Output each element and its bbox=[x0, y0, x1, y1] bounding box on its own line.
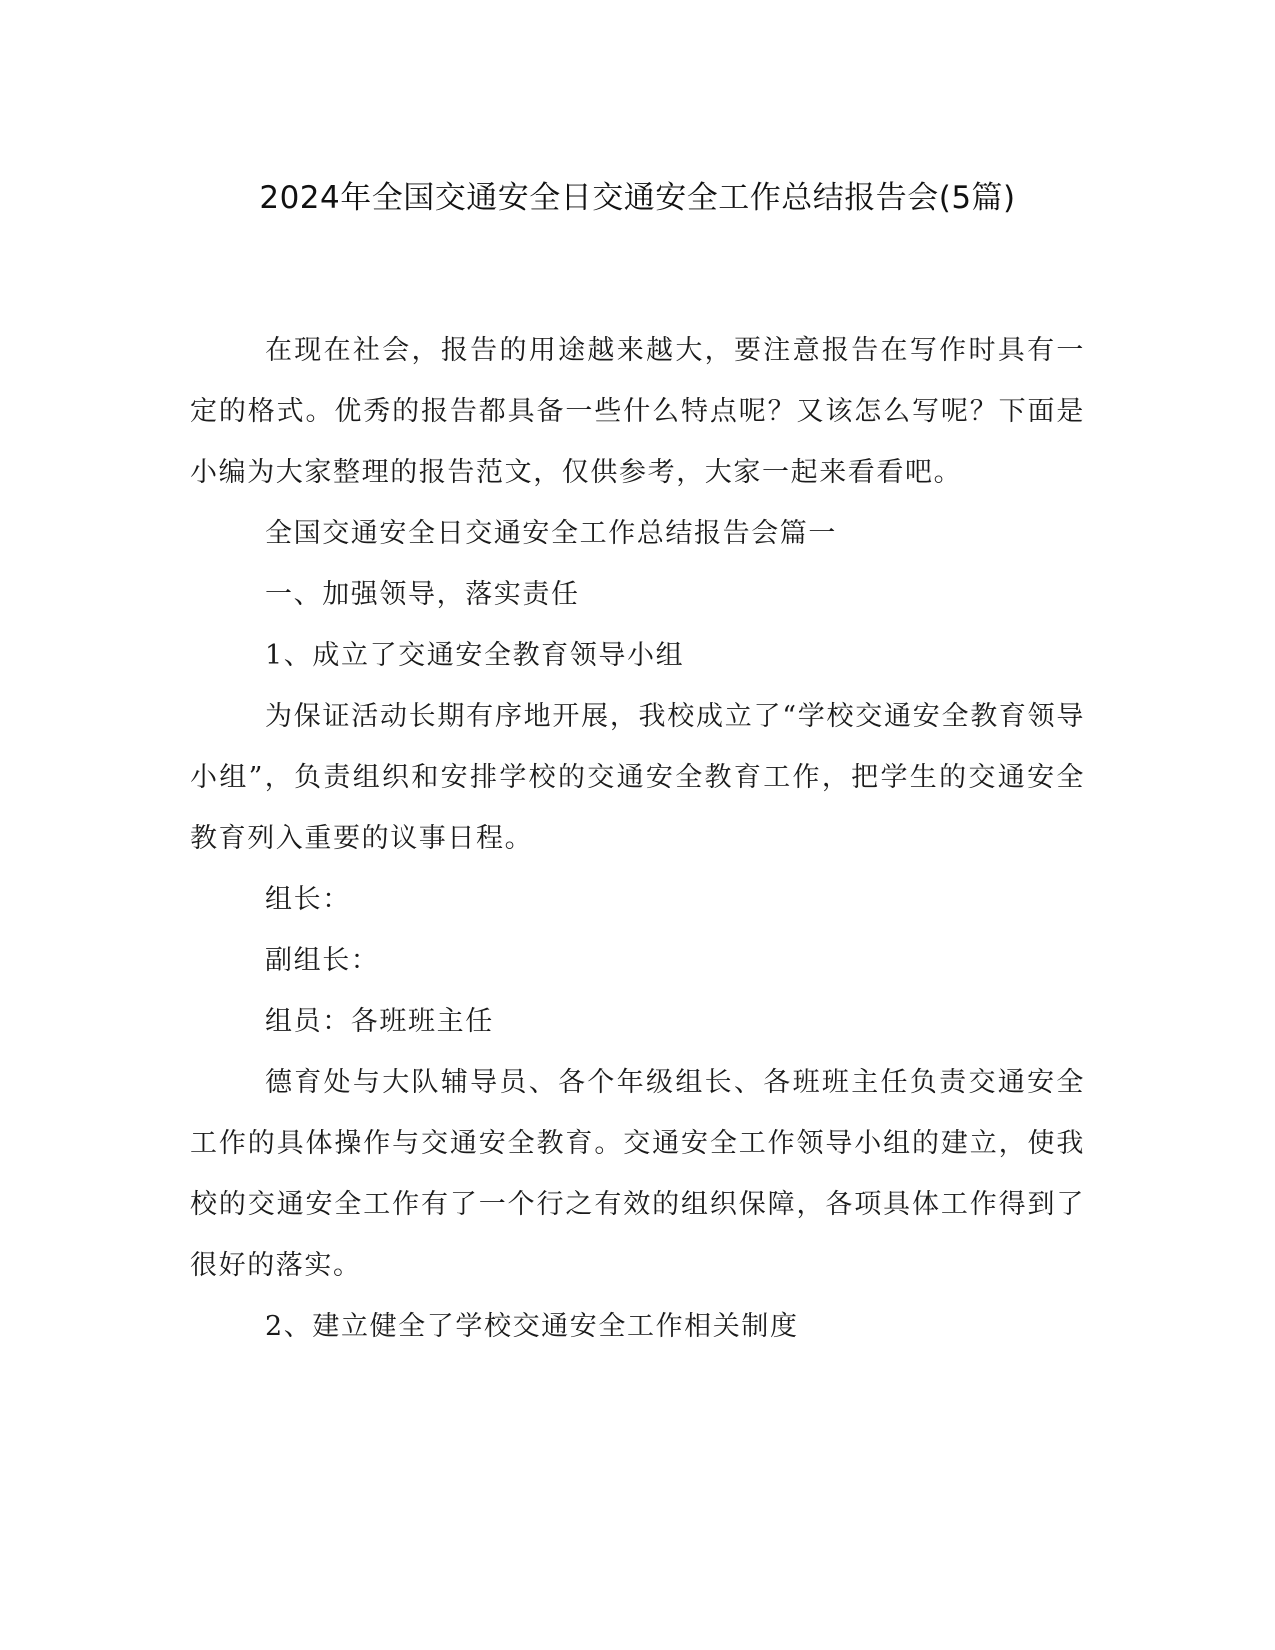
item-heading-2: 2、建立健全了学校交通安全工作相关制度 bbox=[265, 1311, 799, 1342]
body-paragraph: 德育处与大队辅导员、各个年级组长、各班班主任负责交通安全工作的具体操作与交通安全教育。交通安全工作领导小组的建立，使我校的交通安全工作有了一个行之有效的组织保障，各项具体工作得到了很好的落实。 bbox=[190, 1067, 1085, 1281]
document-body bbox=[190, 320, 1085, 1357]
document-title: 2024年全国交通安全日交通安全工作总结报告会(5篇) bbox=[259, 180, 1016, 216]
team-members-line: 组员：各班班主任 bbox=[265, 1006, 494, 1037]
section-heading: 全国交通安全日交通安全工作总结报告会篇一 bbox=[265, 518, 837, 549]
deputy-leader-line: 副组长： bbox=[265, 945, 380, 976]
team-leader-line: 组长： bbox=[265, 884, 351, 915]
item-heading-1: 1、成立了交通安全教育领导小组 bbox=[265, 640, 685, 671]
intro-paragraph: 在现在社会，报告的用途越来越大，要注意报告在写作时具有一定的格式。优秀的报告都具备一些什么特点呢？又该怎么写呢？下面是小编为大家整理的报告范文，仅供参考，大家一起来看看吧。 bbox=[190, 335, 1085, 488]
body-paragraph: 为保证活动长期有序地开展，我校成立了“学校交通安全教育领导小组”，负责组织和安排学校的交通安全教育工作，把学生的交通安全教育列入重要的议事日程。 bbox=[190, 701, 1085, 854]
subheading-leadership: 一、加强领导，落实责任 bbox=[265, 579, 580, 610]
